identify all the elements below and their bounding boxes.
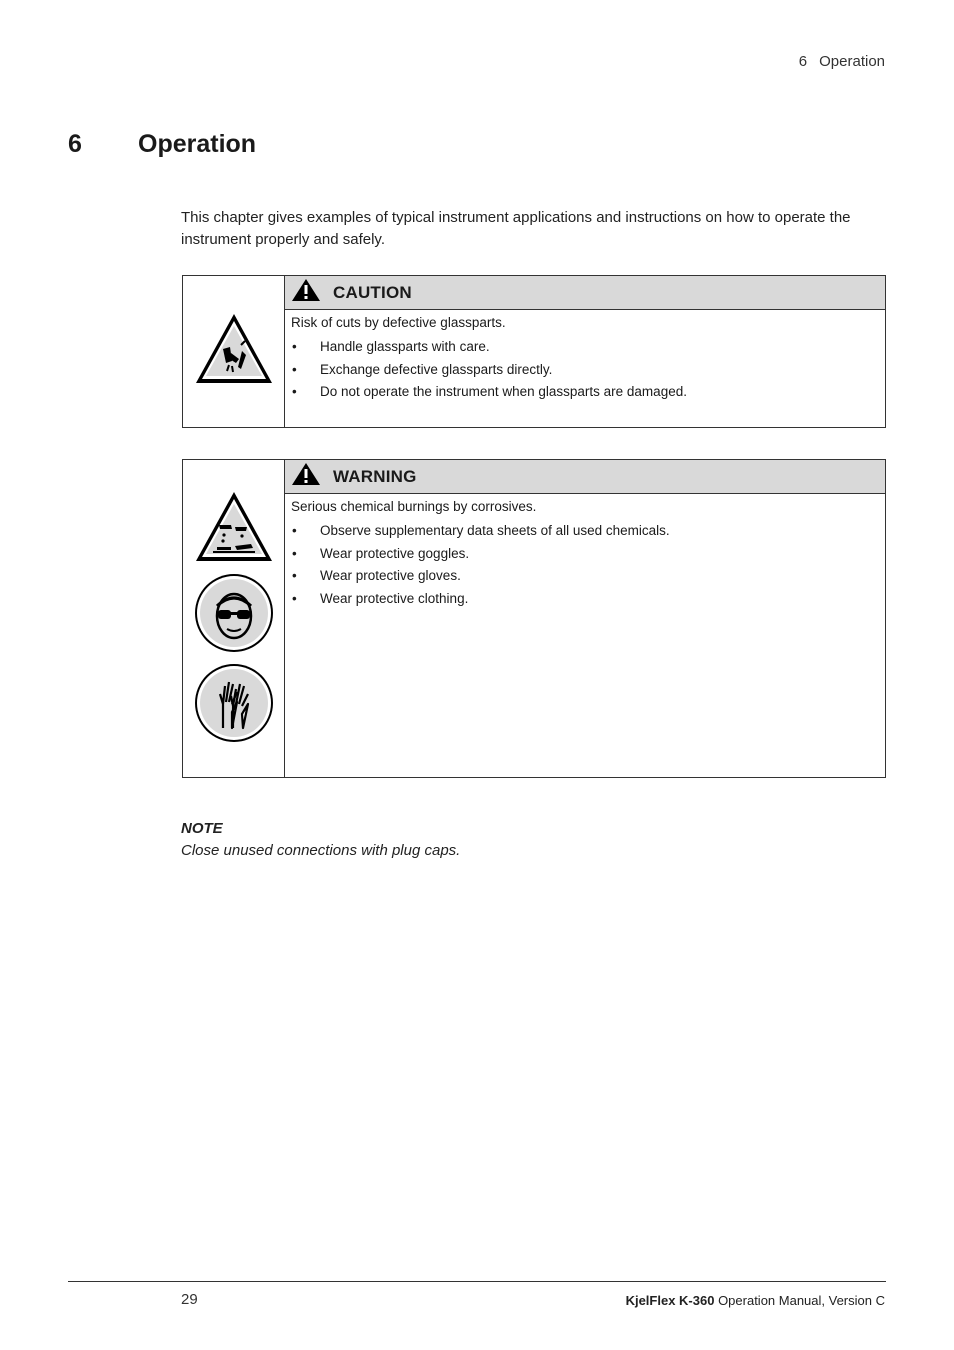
caution-list — [291, 336, 879, 404]
footer-document-title — [626, 1293, 885, 1308]
caution-header — [285, 276, 885, 310]
running-header — [799, 53, 885, 70]
warning-header — [285, 460, 885, 494]
list-item: • Handle glassparts with care. — [291, 336, 879, 359]
caution-signal-word: CAUTION — [333, 282, 412, 302]
chapter-title — [68, 130, 256, 159]
caution-body — [285, 310, 885, 409]
caution-icon-column — [183, 276, 285, 427]
gloves-required-icon — [193, 662, 275, 749]
warning-list — [291, 520, 879, 610]
list-item: • Wear protective gloves. — [291, 565, 879, 588]
cut-hazard-icon — [193, 311, 275, 392]
list-item: • Wear protective clothing. — [291, 588, 879, 611]
goggles-required-icon — [193, 572, 275, 659]
warning-box — [182, 459, 886, 778]
chapter-number: 6 — [68, 130, 82, 158]
exclamation-triangle-icon — [291, 278, 321, 307]
warning-lead: Serious chemical burnings by corrosives. — [291, 499, 537, 514]
caution-content — [285, 276, 885, 427]
list-item: • Exchange defective glassparts directly. — [291, 359, 879, 382]
footer-doc-suffix: Operation Manual, Version C — [714, 1293, 885, 1308]
warning-body — [285, 494, 885, 615]
running-header-chapter-number: 6 — [798, 53, 808, 70]
note-text: Close unused connections with plug caps. — [181, 842, 461, 859]
exclamation-triangle-icon — [291, 462, 321, 491]
list-item: • Do not operate the instrument when glassparts are damaged. — [291, 381, 879, 404]
page-number: 29 — [181, 1291, 198, 1308]
caution-box — [182, 275, 886, 428]
note-title: NOTE — [181, 820, 223, 837]
note-block — [181, 818, 460, 862]
caution-lead: Risk of cuts by defective glassparts. — [291, 315, 506, 330]
warning-content — [285, 460, 885, 777]
warning-signal-word: WARNING — [333, 466, 417, 486]
footer-divider — [68, 1281, 886, 1282]
footer-product-name: KjelFlex K-360 — [625, 1293, 715, 1308]
chapter-title-text: Operation — [138, 130, 257, 158]
list-item: • Observe supplementary data sheets of all used chemicals. — [291, 520, 879, 543]
list-item: • Wear protective goggles. — [291, 543, 879, 566]
intro-paragraph: This chapter gives examples of typical instrument applications and instructions on how to operate the instrument properly and safely. — [181, 209, 851, 248]
warning-icon-column — [183, 460, 285, 777]
corrosive-hazard-icon — [193, 489, 275, 570]
running-header-chapter-name: Operation — [819, 53, 885, 70]
